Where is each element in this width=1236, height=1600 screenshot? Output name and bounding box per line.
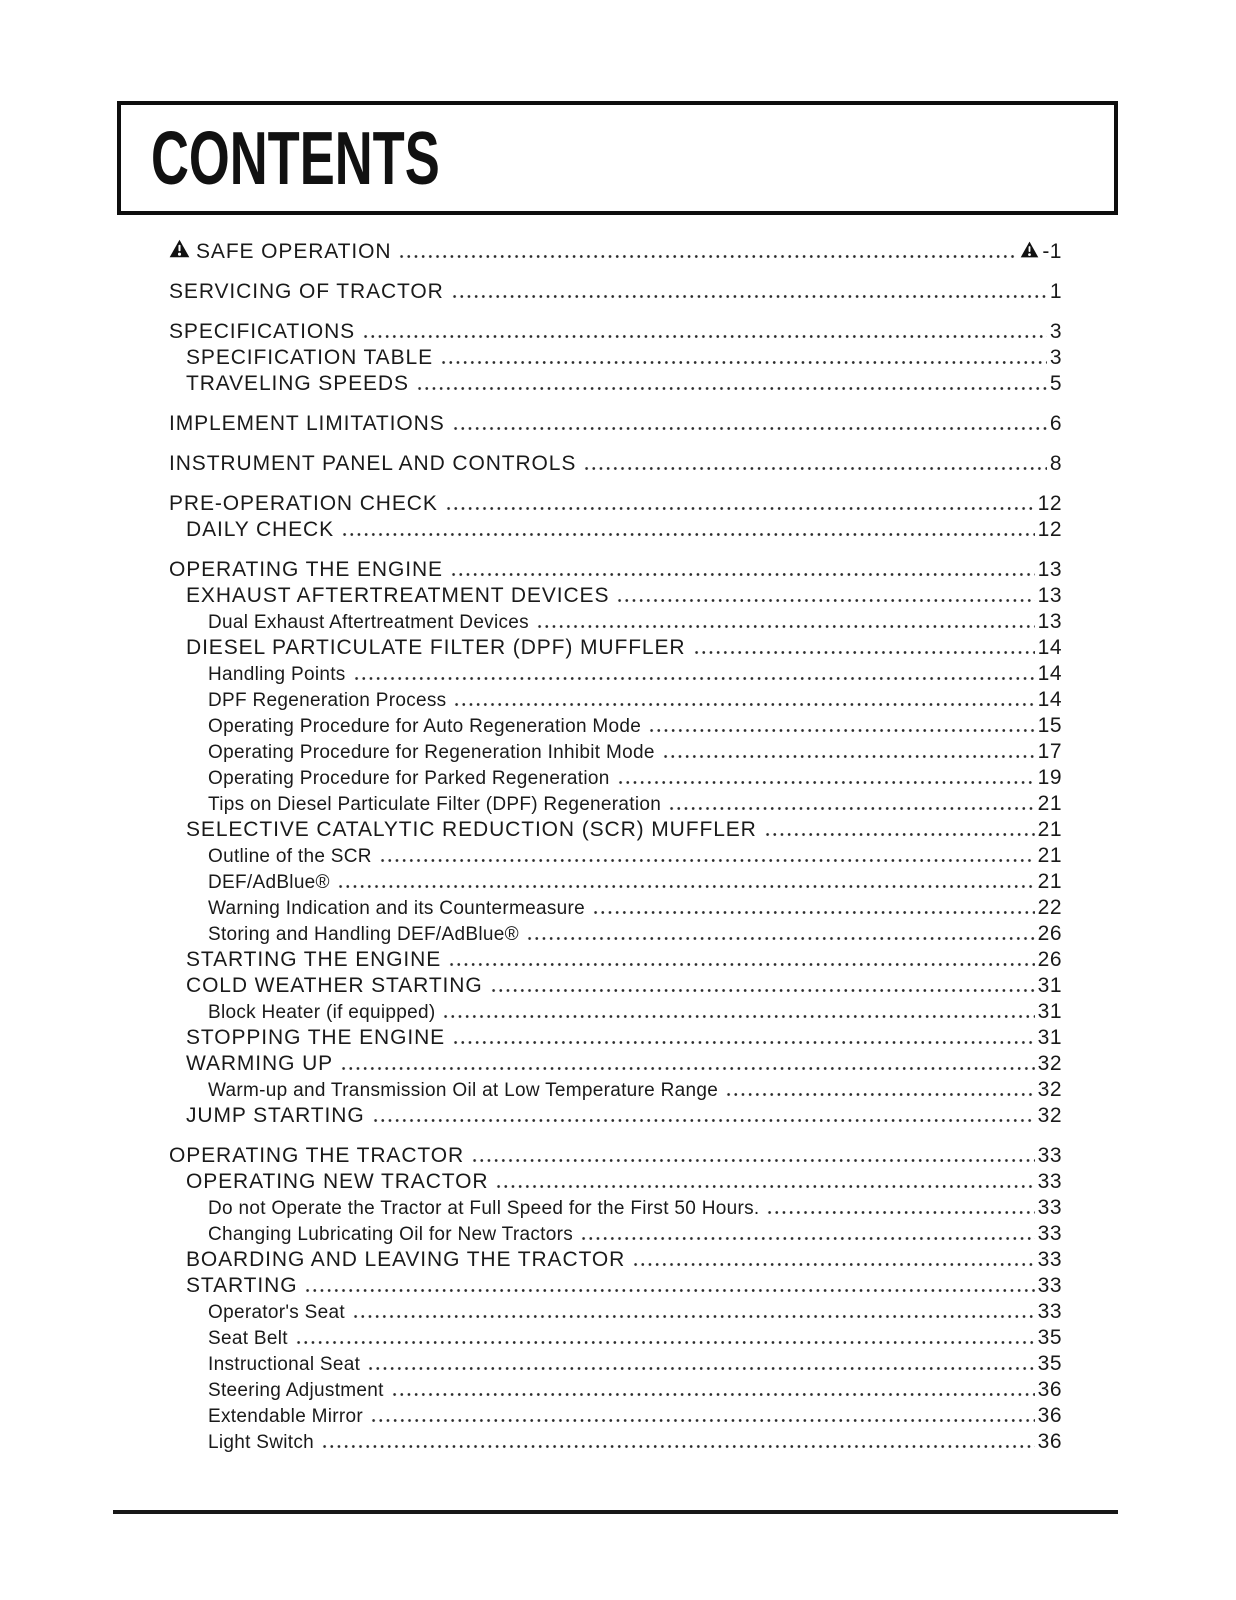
toc-entry-title: TRAVELING SPEEDS bbox=[186, 372, 409, 395]
toc-entry-page-number: 1 bbox=[1049, 280, 1062, 303]
dot-leader bbox=[295, 1341, 1035, 1344]
toc-entry-page bbox=[1038, 1325, 1062, 1351]
toc-entry-page bbox=[1050, 411, 1062, 437]
toc-entry-title: DIESEL PARTICULATE FILTER (DPF) MUFFLER bbox=[186, 636, 686, 659]
toc-entry-page bbox=[1038, 1143, 1062, 1169]
toc-entry bbox=[169, 999, 1062, 1025]
toc-entry bbox=[169, 635, 1062, 661]
toc-entry-page-number: 36 bbox=[1037, 1430, 1062, 1453]
toc-entry-page bbox=[1038, 947, 1062, 973]
toc-entry bbox=[169, 1051, 1062, 1077]
toc-entry bbox=[169, 947, 1062, 973]
toc-entry-title: Operating Procedure for Parked Regeneration bbox=[208, 768, 610, 789]
toc-entry bbox=[169, 491, 1062, 517]
dot-leader bbox=[764, 833, 1035, 836]
toc-entry-page-number: 33 bbox=[1037, 1196, 1062, 1219]
dot-leader bbox=[536, 625, 1035, 628]
toc-entry-page bbox=[1038, 609, 1062, 635]
toc-entry-page-number: 5 bbox=[1049, 372, 1062, 395]
toc-entry-page bbox=[1050, 371, 1062, 397]
toc-entry-page bbox=[1038, 1169, 1062, 1195]
toc-entry-title: SERVICING OF TRACTOR bbox=[169, 280, 444, 303]
toc-entry-page bbox=[1038, 1051, 1062, 1077]
dot-leader bbox=[304, 1289, 1034, 1292]
toc-entry bbox=[169, 239, 1062, 265]
toc-entry-page-number: 21 bbox=[1037, 792, 1062, 815]
toc-entry-title: OPERATING NEW TRACTOR bbox=[186, 1170, 489, 1193]
toc-entry-page-number: 13 bbox=[1037, 558, 1062, 581]
toc-entry bbox=[169, 1377, 1062, 1403]
toc-entry-title: OPERATING THE TRACTOR bbox=[169, 1144, 465, 1167]
warning-triangle-icon bbox=[169, 239, 190, 265]
toc-entry-title: OPERATING THE ENGINE bbox=[169, 558, 443, 581]
toc-entry-page bbox=[1038, 713, 1062, 739]
toc-entry-page-number: 33 bbox=[1037, 1248, 1062, 1271]
toc-entry-title: Warm-up and Transmission Oil at Low Temperature Range bbox=[208, 1080, 719, 1101]
toc-entry bbox=[169, 1169, 1062, 1195]
toc-entry-page-number: 15 bbox=[1037, 714, 1062, 737]
dot-leader bbox=[379, 859, 1035, 862]
contents-title-box bbox=[117, 101, 1118, 215]
dot-leader bbox=[370, 1419, 1035, 1422]
toc-entry-page-number: 33 bbox=[1037, 1222, 1062, 1245]
toc-entry-page-number: 14 bbox=[1037, 688, 1062, 711]
toc-entry-title: STOPPING THE ENGINE bbox=[186, 1026, 446, 1049]
toc-entry-page bbox=[1038, 1299, 1062, 1325]
toc-entry-page-number: 26 bbox=[1037, 948, 1062, 971]
warning-triangle-page-icon bbox=[1020, 240, 1039, 263]
toc-entry-page bbox=[1038, 1103, 1062, 1129]
toc-entry-page bbox=[1038, 973, 1062, 999]
toc-entry-title: Operating Procedure for Auto Regeneration Mode bbox=[208, 716, 642, 737]
dot-leader bbox=[725, 1093, 1035, 1096]
dot-leader bbox=[766, 1211, 1034, 1214]
toc-entry-page bbox=[1038, 921, 1062, 947]
toc-list bbox=[169, 239, 1062, 1455]
toc-entry-page-number: 32 bbox=[1037, 1104, 1062, 1127]
dot-leader bbox=[495, 1185, 1034, 1188]
toc-entry-page-number: 33 bbox=[1037, 1144, 1062, 1167]
toc-entry bbox=[169, 279, 1062, 305]
toc-entry bbox=[169, 609, 1062, 635]
toc-entry-title: SPECIFICATIONS bbox=[169, 320, 356, 343]
footer-rule bbox=[113, 1510, 1118, 1514]
dot-leader bbox=[580, 1237, 1035, 1240]
toc-entry bbox=[169, 661, 1062, 687]
toc-entry-title: Light Switch bbox=[208, 1432, 315, 1453]
toc-entry-title: Do not Operate the Tractor at Full Speed for the First 50 Hours. bbox=[208, 1198, 760, 1219]
toc-entry-title: Outline of the SCR bbox=[208, 846, 372, 867]
toc-entry-title: EXHAUST AFTERTREATMENT DEVICES bbox=[186, 584, 610, 607]
toc-entry-page bbox=[1038, 557, 1062, 583]
dot-leader bbox=[321, 1445, 1035, 1448]
toc-entry-title: Steering Adjustment bbox=[208, 1380, 384, 1401]
toc-entry bbox=[169, 557, 1062, 583]
dot-leader bbox=[440, 361, 1047, 364]
dot-leader bbox=[367, 1367, 1034, 1370]
toc-entry-page-number: 8 bbox=[1049, 452, 1062, 475]
toc-entry-title: Changing Lubricating Oil for New Tractors bbox=[208, 1224, 574, 1245]
toc-entry-page bbox=[1020, 239, 1062, 265]
toc-entry-page bbox=[1050, 451, 1062, 477]
toc-entry-page-number: 14 bbox=[1037, 662, 1062, 685]
dot-leader bbox=[451, 295, 1047, 298]
toc-entry-page-number: 35 bbox=[1037, 1326, 1062, 1349]
toc-entry bbox=[169, 1195, 1062, 1221]
dot-leader bbox=[632, 1263, 1034, 1266]
toc-entry-page bbox=[1038, 791, 1062, 817]
toc-entry-page-number: 19 bbox=[1037, 766, 1062, 789]
toc-entry-page bbox=[1038, 583, 1062, 609]
dot-leader bbox=[583, 467, 1047, 470]
toc-entry-page bbox=[1038, 1351, 1062, 1377]
toc-entry-page bbox=[1038, 1377, 1062, 1403]
toc-entry bbox=[169, 817, 1062, 843]
toc-entry-page-number: 6 bbox=[1049, 412, 1062, 435]
dot-leader bbox=[448, 963, 1035, 966]
toc-entry bbox=[169, 1273, 1062, 1299]
toc-entry-title: DEF/AdBlue® bbox=[208, 872, 330, 893]
toc-entry-title: Tips on Diesel Particulate Filter (DPF) Regeneration bbox=[208, 794, 662, 815]
toc-entry bbox=[169, 1103, 1062, 1129]
toc-entry bbox=[169, 1221, 1062, 1247]
toc-entry-page-number: 21 bbox=[1037, 870, 1062, 893]
toc-entry-title: INSTRUMENT PANEL AND CONTROLS bbox=[169, 452, 577, 475]
toc-entry-page-number: 33 bbox=[1037, 1300, 1062, 1323]
dot-leader bbox=[445, 507, 1035, 510]
toc-entry bbox=[169, 973, 1062, 999]
dot-leader bbox=[340, 1067, 1035, 1070]
toc-entry bbox=[169, 517, 1062, 543]
toc-entry bbox=[169, 1025, 1062, 1051]
toc-entry-page-number: 31 bbox=[1037, 974, 1062, 997]
toc-entry-page-number: 26 bbox=[1037, 922, 1062, 945]
toc-entry-page-number: 3 bbox=[1049, 320, 1062, 343]
toc-entry-page bbox=[1038, 895, 1062, 921]
toc-entry-title: IMPLEMENT LIMITATIONS bbox=[169, 412, 445, 435]
dot-leader bbox=[490, 989, 1035, 992]
dot-leader bbox=[471, 1159, 1035, 1162]
toc-entry bbox=[169, 451, 1062, 477]
dot-leader bbox=[617, 781, 1035, 784]
toc-entry-page bbox=[1038, 1403, 1062, 1429]
toc-entry-page-number: -1 bbox=[1042, 240, 1062, 263]
toc-entry-title: SPECIFICATION TABLE bbox=[186, 346, 433, 369]
toc-entry-title: Block Heater (if equipped) bbox=[208, 1002, 436, 1023]
toc-entry-page-number: 31 bbox=[1037, 1026, 1062, 1049]
dot-leader bbox=[391, 1393, 1035, 1396]
toc-entry bbox=[169, 583, 1062, 609]
toc-entry-title: Dual Exhaust Aftertreatment Devices bbox=[208, 612, 529, 633]
toc-entry bbox=[169, 1247, 1062, 1273]
toc-entry-page bbox=[1038, 491, 1062, 517]
toc-entry-page-number: 13 bbox=[1037, 610, 1062, 633]
toc-entry-page bbox=[1038, 661, 1062, 687]
toc-entry-title: Instructional Seat bbox=[208, 1354, 361, 1375]
toc-entry-title: Seat Belt bbox=[208, 1328, 288, 1349]
toc-entry-page-number: 35 bbox=[1037, 1352, 1062, 1375]
toc-entry bbox=[169, 1299, 1062, 1325]
toc-entry-page-number: 33 bbox=[1037, 1274, 1062, 1297]
toc-entry bbox=[169, 791, 1062, 817]
toc-entry-title: WARMING UP bbox=[186, 1052, 334, 1075]
toc-entry bbox=[169, 411, 1062, 437]
dot-leader bbox=[452, 427, 1047, 430]
toc-entry bbox=[169, 869, 1062, 895]
toc-entry-title: DAILY CHECK bbox=[186, 518, 334, 541]
toc-entry-page-number: 3 bbox=[1049, 346, 1062, 369]
toc-entry-page-number: 21 bbox=[1037, 818, 1062, 841]
dot-leader bbox=[662, 755, 1035, 758]
toc-entry-page-number: 22 bbox=[1037, 896, 1062, 919]
dot-leader bbox=[668, 807, 1035, 810]
toc-entry-page bbox=[1038, 765, 1062, 791]
toc-entry bbox=[169, 319, 1062, 345]
toc-entry-page-number: 12 bbox=[1037, 518, 1062, 541]
toc-entry bbox=[169, 843, 1062, 869]
toc-entry bbox=[169, 1077, 1062, 1103]
toc-entry-page bbox=[1050, 279, 1062, 305]
toc-entry-title: PRE-OPERATION CHECK bbox=[169, 492, 438, 515]
dot-leader bbox=[616, 599, 1034, 602]
toc-entry-page bbox=[1038, 869, 1062, 895]
dot-leader bbox=[450, 573, 1035, 576]
toc-entry-page-number: 14 bbox=[1037, 636, 1062, 659]
toc-entry-page bbox=[1038, 517, 1062, 543]
dot-leader bbox=[352, 1315, 1035, 1318]
dot-leader bbox=[452, 1041, 1035, 1044]
toc-entry-page bbox=[1038, 999, 1062, 1025]
toc-entry-page-number: 13 bbox=[1037, 584, 1062, 607]
toc-entry-page bbox=[1038, 817, 1062, 843]
toc-entry-title: STARTING bbox=[186, 1274, 298, 1297]
toc-entry-title: Handling Points bbox=[208, 664, 346, 685]
toc-entry-title: Operating Procedure for Regeneration Inhibit Mode bbox=[208, 742, 655, 763]
dot-leader bbox=[337, 885, 1035, 888]
toc-entry-title: Operator's Seat bbox=[208, 1302, 345, 1323]
toc-entry-page bbox=[1038, 1429, 1062, 1455]
toc-entry bbox=[169, 921, 1062, 947]
toc-entry-title: SELECTIVE CATALYTIC REDUCTION (SCR) MUFFLER bbox=[186, 818, 757, 841]
toc-entry-page-number: 32 bbox=[1037, 1078, 1062, 1101]
toc-entry bbox=[169, 345, 1062, 371]
dot-leader bbox=[353, 677, 1035, 680]
toc-entry-title: STARTING THE ENGINE bbox=[186, 948, 442, 971]
dot-leader bbox=[372, 1119, 1035, 1122]
toc-entry-page bbox=[1038, 739, 1062, 765]
dot-leader bbox=[341, 533, 1035, 536]
dot-leader bbox=[416, 387, 1047, 390]
toc-entry-page bbox=[1038, 1195, 1062, 1221]
toc-entry bbox=[169, 1429, 1062, 1455]
dot-leader bbox=[526, 937, 1035, 940]
toc-entry bbox=[169, 895, 1062, 921]
toc-entry-title: SAFE OPERATION bbox=[196, 240, 392, 263]
toc-entry-page bbox=[1038, 687, 1062, 713]
toc-entry-title: BOARDING AND LEAVING THE TRACTOR bbox=[186, 1248, 626, 1271]
toc-entry bbox=[169, 1351, 1062, 1377]
page-title: CONTENTS bbox=[151, 115, 440, 200]
toc-entry bbox=[169, 765, 1062, 791]
toc-entry-title: Extendable Mirror bbox=[208, 1406, 364, 1427]
toc-entry-page-number: 36 bbox=[1037, 1404, 1062, 1427]
dot-leader bbox=[442, 1015, 1034, 1018]
toc-entry-page bbox=[1038, 1025, 1062, 1051]
dot-leader bbox=[453, 703, 1034, 706]
toc-entry bbox=[169, 371, 1062, 397]
toc-entry-page-number: 12 bbox=[1037, 492, 1062, 515]
toc-entry-page-number: 21 bbox=[1037, 844, 1062, 867]
toc-entry-page-number: 31 bbox=[1037, 1000, 1062, 1023]
toc-entry-page-number: 36 bbox=[1037, 1378, 1062, 1401]
toc-entry-page bbox=[1038, 843, 1062, 869]
toc-entry bbox=[169, 687, 1062, 713]
toc-entry-page bbox=[1038, 635, 1062, 661]
toc-entry-title: JUMP STARTING bbox=[186, 1104, 365, 1127]
toc-entry-page bbox=[1038, 1273, 1062, 1299]
dot-leader bbox=[592, 911, 1035, 914]
toc-entry-page bbox=[1038, 1221, 1062, 1247]
toc-entry-title: Warning Indication and its Countermeasure bbox=[208, 898, 586, 919]
dot-leader bbox=[362, 335, 1047, 338]
dot-leader bbox=[648, 729, 1035, 732]
toc-entry-title: DPF Regeneration Process bbox=[208, 690, 447, 711]
toc-entry bbox=[169, 739, 1062, 765]
toc-entry-page bbox=[1050, 345, 1062, 371]
toc-entry-page bbox=[1038, 1247, 1062, 1273]
toc-entry-page bbox=[1038, 1077, 1062, 1103]
toc-entry-title: COLD WEATHER STARTING bbox=[186, 974, 483, 997]
toc-entry bbox=[169, 1403, 1062, 1429]
toc-entry-title: Storing and Handling DEF/AdBlue® bbox=[208, 924, 519, 945]
dot-leader bbox=[398, 255, 1017, 258]
toc-entry bbox=[169, 713, 1062, 739]
dot-leader bbox=[693, 651, 1035, 654]
toc-entry-page bbox=[1050, 319, 1062, 345]
toc-entry-page-number: 17 bbox=[1037, 740, 1062, 763]
toc-entry bbox=[169, 1143, 1062, 1169]
toc-entry bbox=[169, 1325, 1062, 1351]
toc-entry-page-number: 33 bbox=[1037, 1170, 1062, 1193]
toc-entry-page-number: 32 bbox=[1037, 1052, 1062, 1075]
